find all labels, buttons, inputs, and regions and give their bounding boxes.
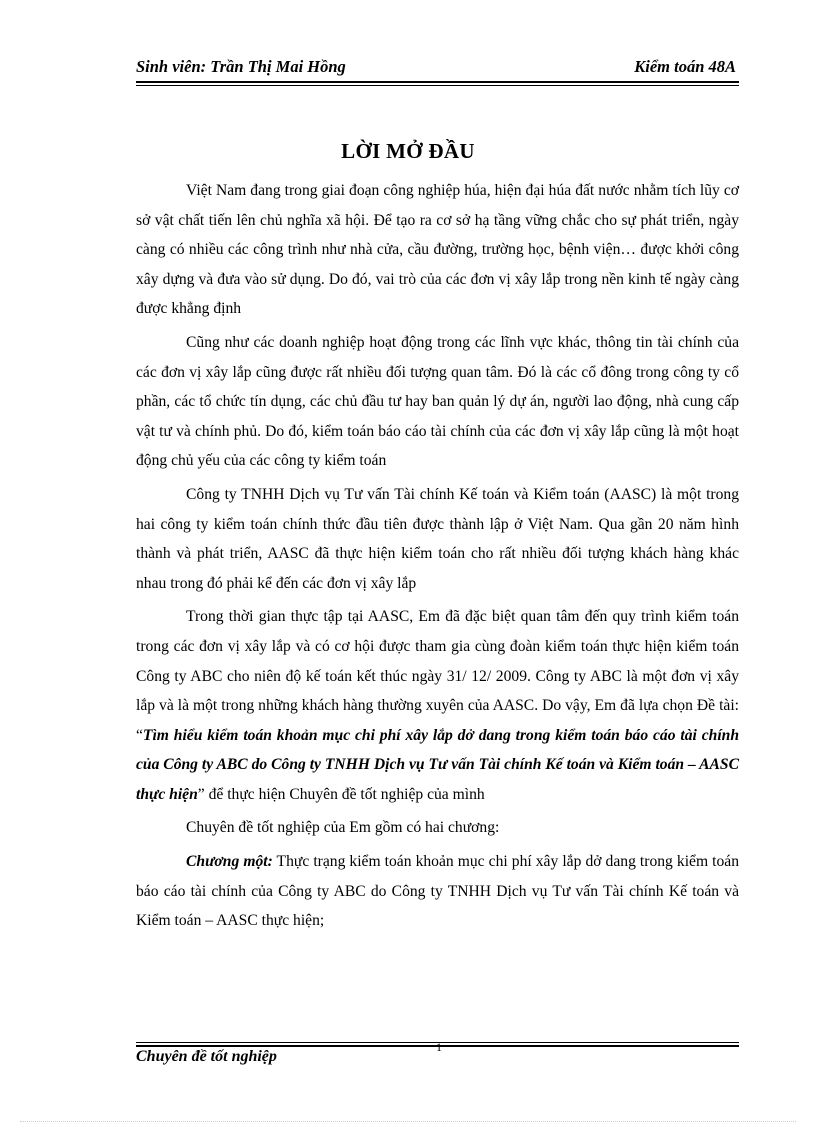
page-header: [136, 57, 739, 83]
paragraph-4: [136, 602, 739, 809]
chapter-one-label: Chương một:: [186, 853, 273, 871]
page-number: 1: [436, 1040, 442, 1054]
header-student-name: Sinh viên: Trần Thị Mai Hồng: [136, 57, 346, 76]
page-bottom-divider: [20, 1121, 796, 1122]
page-title: LỜI MỞ ĐẦU: [341, 139, 475, 163]
footer-label: Chuyên đề tốt nghiệp: [136, 1048, 277, 1065]
paragraph-3: Công ty TNHH Dịch vụ Tư vấn Tài chính Kế toán và Kiểm toán (AASC) là một trong hai công ty kiểm toán chính thức đầu tiên được thành lập ở Việt Nam. Qua gần 20 năm hình thành và phát triển, AASC đã thực hiện kiểm toán cho rất nhiều đối tượng khách hàng khác nhau trong đó phải kể đến các đơn vị xây lắp: [136, 485, 739, 592]
chapter-one-text: Thực trạng kiểm toán khoản mục chi phí xây lắp dở dang trong kiểm toán báo cáo tài chính của Công ty ABC do Công ty TNHH Dịch vụ Tư vấn Tài chính Kế toán và Kiểm toán – AASC thực hiện;: [136, 853, 739, 930]
header-rule: [136, 81, 739, 83]
header-rule-thin: [136, 85, 739, 86]
paragraph-2: Cũng như các doanh nghiệp hoạt động trong các lĩnh vực khác, thông tin tài chính của các đơn vị xây lắp cũng được rất nhiều đối tượng quan tâm. Đó là các cổ đông trong công ty cổ phần, các tổ chức tín dụng, các chủ đầu tư hay ban quản lý dự án, người lao động, nhà cung cấp vật tư và chính phủ. Do đó, kiểm toán báo cáo tài chính của các đơn vị xây lắp cũng là một hoạt động chủ yếu của các công ty kiểm toán: [136, 333, 739, 470]
paragraph-4-intro: Trong thời gian thực tập tại AASC, Em đã đặc biệt quan tâm đến quy trình kiểm toán trong các đơn vị xây lắp và có cơ hội được tham gia cùng đoàn kiểm toán thực hiện kiểm toán Công ty ABC cho niên độ kế toán kết thúc ngày 31/ 12/ 2009. Công ty ABC là một đơn vị xây lắp và là một trong những khách hàng thường xuyên của AASC. Do vậy, Em đã lựa chọn Đề tài: “: [136, 608, 739, 744]
document-body: [136, 176, 739, 936]
paragraph-6: [136, 847, 739, 936]
thesis-topic: Tìm hiểu kiểm toán khoản mục chi phí xây lắp dở dang trong kiểm toán báo cáo tài chính của Công ty ABC do Công ty TNHH Dịch vụ Tư vấn Tài chính Kế toán và Kiểm toán – AASC thực hiện: [136, 726, 739, 803]
paragraph-5: Chuyên đề tốt nghiệp của Em gồm có hai chương:: [186, 819, 500, 837]
paragraph-1: Việt Nam đang trong giai đoạn công nghiệp húa, hiện đại húa đất nước nhằm tích lũy cơ sở vật chất tiến lên chủ nghĩa xã hội. Để tạo ra cơ sở hạ tầng vững chắc cho sự phát triển, ngày càng có nhiều các công trình như nhà cửa, cầu đường, trường học, bệnh viện… được khởi công xây dựng và đưa vào sử dụng. Do đó, vai trò của các đơn vị xây lắp trong nền kinh tế ngày càng được khẳng định: [136, 182, 739, 318]
paragraph-4-end: ” để thực hiện Chuyên đề tốt nghiệp của mình: [197, 785, 485, 803]
header-class: Kiểm toán 48A: [634, 57, 736, 76]
